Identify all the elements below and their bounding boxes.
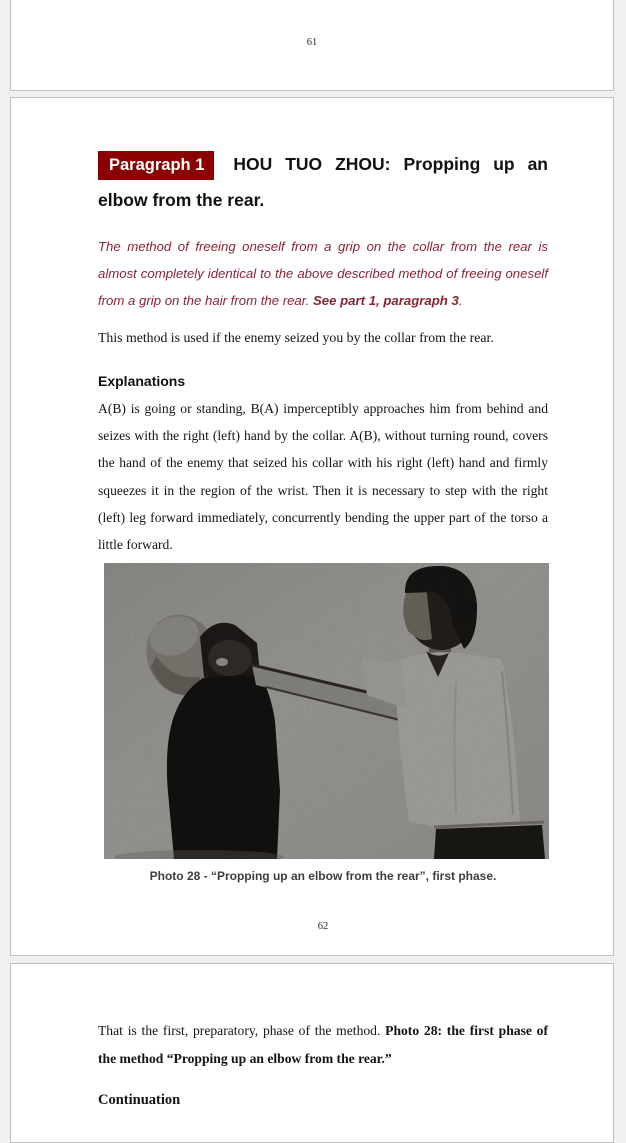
- intro-text: This method is used if the enemy seized you by the collar from the rear.: [98, 330, 494, 345]
- explanations-heading: Explanations: [98, 373, 186, 389]
- lead-note-tail: .: [458, 293, 463, 308]
- paragraph-title-text: HOU TUO ZHOU: Propping up an elbow from the rear.: [98, 154, 548, 210]
- continuation-heading: Continuation: [98, 1092, 181, 1108]
- photo-caption: Photo 28 - “Propping up an elbow from the rear”, first phase.: [149, 869, 497, 884]
- lead-note: [98, 233, 548, 314]
- lead-note-bold: See part 1, paragraph 3: [313, 293, 459, 308]
- paragraph-title: [98, 98, 548, 218]
- page-number-62: 62: [317, 921, 329, 933]
- page-63: [10, 963, 614, 1143]
- continuation-paragraph-normal: That is the first, preparatory, phase of the method.: [98, 1023, 386, 1038]
- lead-note-normal: The method of freeing oneself from a grip on the collar from the rear is almost completely identical to the above described method of freeing oneself from a grip on the hair from the rear.: [98, 239, 548, 308]
- film-grain-overlay: [104, 563, 549, 859]
- technique-photo-image: [104, 563, 549, 859]
- explanations-body: A(B) is going or standing, B(A) imperceptibly approaches him from behind and seizes with the right (left) hand by the collar. A(B), without turning round, covers the hand of the enemy that seized his collar with his right (left) hand and firmly squeezes it in the region of the wrist. Then it is necessary to step with the right (left) leg forward immediately, concurrently bending the upper part of the torso a little forward.: [98, 401, 548, 553]
- page-number-61: 61: [306, 37, 318, 48]
- page-62-content: [98, 98, 548, 933]
- technique-photo: [104, 563, 549, 859]
- page-62: [10, 97, 614, 956]
- page-63-content: [98, 964, 548, 1110]
- continuation-paragraph: [98, 964, 548, 1073]
- paragraph-badge: Paragraph 1: [98, 151, 214, 180]
- continuation-paragraph-bold: Photo 28: the first phase of the method “Propping up an elbow from the rear.”: [98, 1023, 548, 1066]
- page-61: [10, 0, 614, 91]
